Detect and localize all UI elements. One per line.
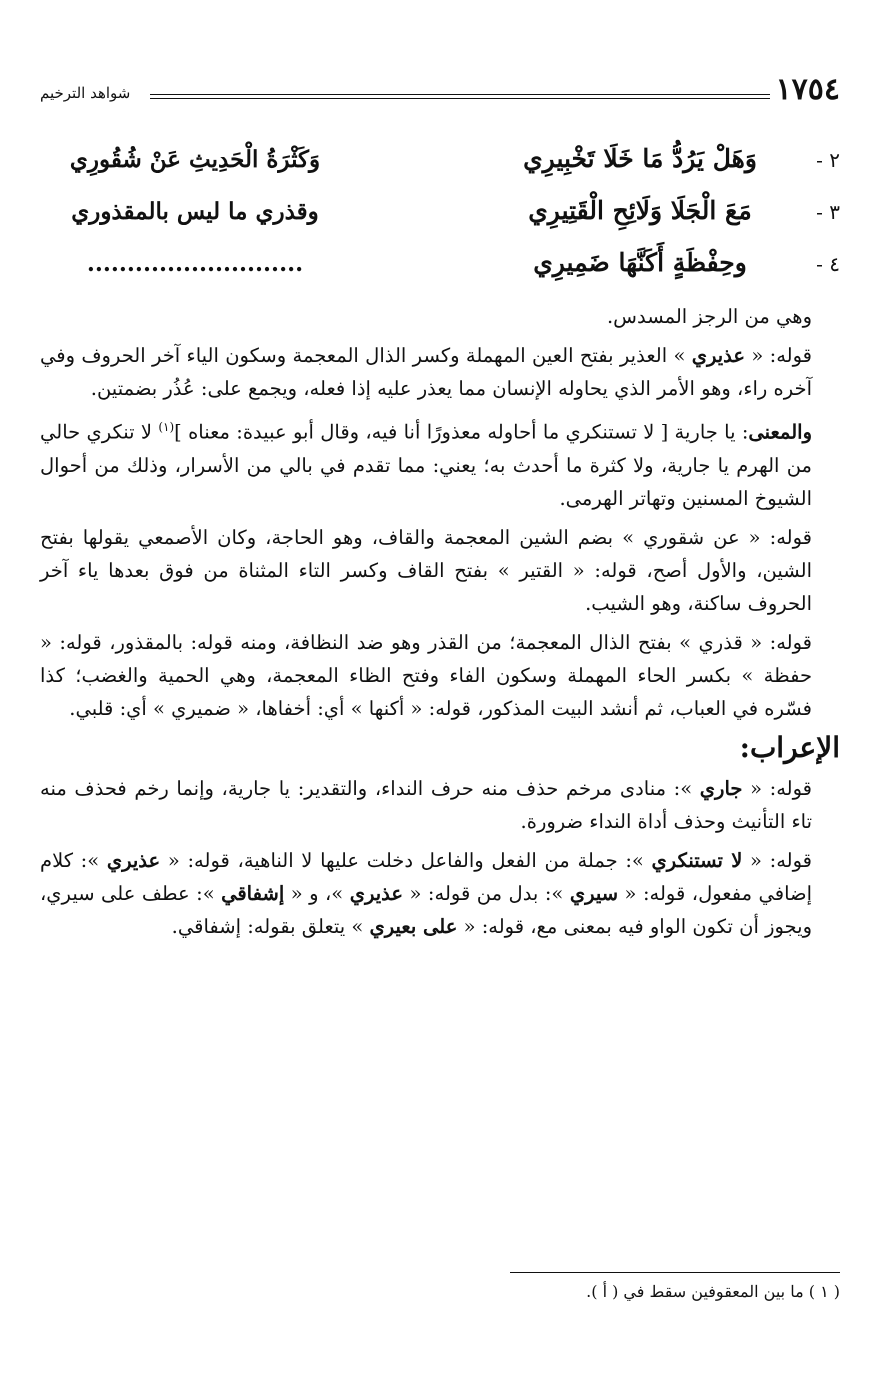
paragraph-qadhari: قوله: « قذري » بفتح الذال المعجمة؛ من القذر وهو ضد النظافة، ومنه قوله: بالمقذور، قوله: « حفظة » بكسر الحاء المهملة وسكون الفاء وفتح الظاء المعجمة، وهي الحمية والغضب؛ كذا فسّره في العباب، ثم أنشد البيت المذكور، قوله: « أكنها » أي: أخفاها، « ضميري » أي: قلبي. bbox=[40, 630, 812, 720]
keyword: عذيري bbox=[349, 881, 404, 905]
verse-row bbox=[40, 192, 840, 244]
para-text: : يا جارية [ لا تستنكري ما أحاوله معذورًا أنا فيه، وقال أبو عبيدة: معناه ] bbox=[174, 420, 749, 444]
paragraph-la-tastankiri bbox=[40, 844, 840, 943]
footnote-rule bbox=[510, 1272, 840, 1273]
verse-first-hemistich: مَعَ الْجَلَا وَلَائِحِ الْقَتِيرِي bbox=[528, 196, 752, 225]
verse-second-hemistich: ........................... bbox=[86, 250, 304, 277]
verse-block bbox=[40, 140, 840, 296]
footnote: ( ١ ) ما بين المعقوفين سقط في ( أ ). bbox=[586, 1282, 840, 1301]
meter-line: وهي من الرجز المسدس. bbox=[606, 305, 812, 328]
paragraph-meaning bbox=[40, 411, 840, 515]
header-rule bbox=[150, 94, 770, 99]
verse-first-hemistich: وَهَلْ يَرُدُّ مَا خَلَا تَخْبِيرِي bbox=[523, 144, 757, 173]
page-header bbox=[40, 72, 840, 112]
page-number: ١٧٥٤ bbox=[775, 72, 840, 107]
meaning-label: والمعنى bbox=[748, 420, 812, 444]
para-text: » العذير بفتح العين المهملة وكسر الذال المعجمة وسكون الياء آخر الحروف وفي آخره راء، وهو الأمر الذي يحاوله الإنسان مما يعذر عليه إذا فعله، ويجمع على: عُذُر بضمتين. bbox=[40, 344, 812, 400]
paragraph-udhayri bbox=[40, 339, 840, 405]
keyword: عذيري bbox=[691, 344, 746, 367]
para-text: »: جملة من الفعل والفاعل دخلت عليها لا الناهية، قوله: « bbox=[160, 848, 652, 872]
keyword: جاري bbox=[699, 776, 743, 800]
keyword: إشفاقي bbox=[221, 881, 285, 905]
footnote-reference: (١) bbox=[158, 420, 175, 434]
verse-number: ٣ - bbox=[816, 200, 840, 224]
para-text: »، و « bbox=[284, 881, 350, 905]
verse-number: ٤ - bbox=[816, 252, 840, 276]
keyword: لا تستنكري bbox=[651, 848, 743, 872]
keyword: على بعيري bbox=[369, 914, 458, 938]
para-lead: قوله: « bbox=[742, 776, 812, 800]
para-text: »: كلام إضافي مفعول، قوله: « bbox=[40, 848, 812, 905]
verse-first-hemistich: وحِفْظَةٍ أَكَنَّهَا ضَمِيرِي bbox=[533, 248, 747, 277]
paragraph-jari bbox=[40, 772, 840, 838]
para-text: لا تنكري حالي من الهرم يا جارية، ولا كثرة ما أحدث به؛ يعني: مما تقدم في بالي من الأسرار، وذلك من أحوال الشيوخ المسنين وتهاتر الهرمى. bbox=[40, 420, 812, 510]
book-page bbox=[40, 60, 840, 1364]
running-title: شواهد الترخيم bbox=[40, 84, 131, 102]
verse-number: ٢ - bbox=[816, 148, 840, 172]
verse-second-hemistich: وقذري ما ليس بالمقذوري bbox=[71, 198, 319, 225]
para-text: »: بدل من قوله: « bbox=[403, 881, 570, 905]
verse-second-hemistich: وَكَثْرَةُ الْحَدِيثِ عَنْ شُقُورِي bbox=[69, 146, 321, 173]
para-text: »: منادى مرخم حذف منه حرف النداء، والتقدير: يا جارية، وإنما رخم فحذف منه تاء التأنيث وحذف أداة النداء ضرورة. bbox=[40, 776, 812, 833]
para-text: »: عطف على سيري، ويجوز أن تكون الواو فيه بمعنى مع، قوله: « bbox=[40, 881, 812, 938]
section-heading-irab: الإعراب: bbox=[739, 730, 840, 764]
para-lead: قوله: « bbox=[745, 344, 812, 367]
verse-row bbox=[40, 140, 840, 192]
para-text: » يتعلق بقوله: إشفاقي. bbox=[171, 914, 370, 938]
keyword: سيري bbox=[569, 881, 619, 905]
verse-row bbox=[40, 244, 840, 296]
keyword: عذيري bbox=[106, 848, 161, 872]
para-lead: قوله: « bbox=[742, 848, 812, 872]
commentary-body bbox=[40, 300, 840, 949]
paragraph-shuqur: قوله: « عن شقوري » بضم الشين المعجمة والقاف، وهو الحاجة، وكان الأصمعي يقولها بفتح الشين، والأول أصح، قوله: « القتير » بفتح القاف وكسر التاء المثناة من فوق بعدها ياء آخر الحروف ساكنة، وهو الشيب. bbox=[40, 525, 812, 615]
